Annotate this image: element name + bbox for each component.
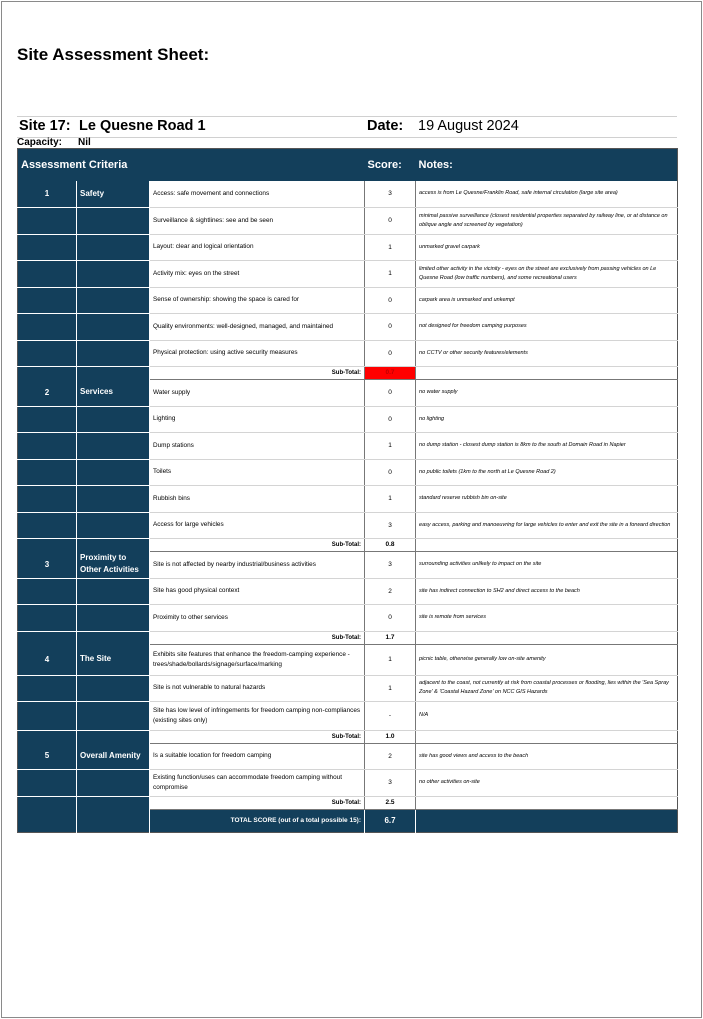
criterion-text: Water supply	[150, 379, 365, 406]
total-value: 6.7	[365, 809, 416, 832]
section-band-cell	[18, 701, 77, 730]
subtotal-value: 0.7	[365, 366, 416, 379]
criterion-text: Layout: clear and logical orientation	[150, 234, 365, 260]
section-band-cell	[18, 207, 77, 234]
criterion-text: Sense of ownership: showing the space is cared for	[150, 287, 365, 313]
criterion-note: easy access, parking and manoeuvring for large vehicles to enter and exit the site in a forward direction	[416, 512, 678, 538]
criterion-score: 0	[365, 313, 416, 340]
subtotal-label: Sub-Total:	[150, 730, 365, 743]
criterion-text: Existing function/uses can accommodate freedom camping without compromise	[150, 769, 365, 796]
criteria-header: Assessment Criteria	[18, 149, 365, 182]
section-number: 4	[18, 644, 77, 675]
section-number: 1	[18, 181, 77, 207]
section-band-cell	[77, 485, 150, 512]
criterion-score: 2	[365, 578, 416, 604]
subtotal-value: 0.8	[365, 538, 416, 551]
section-band-cell	[77, 512, 150, 538]
subtotal-row	[18, 366, 678, 379]
section-band-cell	[77, 406, 150, 432]
criterion-note: no CCTV or other security features/elements	[416, 340, 678, 366]
criterion-text: Toilets	[150, 459, 365, 485]
section-band-cell	[18, 538, 77, 551]
section-name: Proximity to Other Activities	[77, 551, 150, 578]
assessment-table	[17, 148, 678, 833]
section-band-cell	[77, 796, 150, 809]
criterion-row	[18, 578, 678, 604]
section-number: 2	[18, 379, 77, 406]
criterion-note: site is remote from services	[416, 604, 678, 631]
criterion-score: 1	[365, 644, 416, 675]
criterion-score: -	[365, 701, 416, 730]
criterion-text: Access: safe movement and connections	[150, 181, 365, 207]
section-band-cell	[77, 432, 150, 459]
criterion-note: limited other activity in the vicinity - eyes on the street are exclusively from passing vehicles on Le Quesne Road (low traffic numbers), and some recreational users	[416, 260, 678, 287]
section-band-cell	[77, 340, 150, 366]
site-row-bottom-border	[17, 137, 677, 138]
criterion-text: Site is not affected by nearby industrial/business activities	[150, 551, 365, 578]
total-band-cell	[416, 809, 678, 832]
section-band-cell	[18, 485, 77, 512]
section-band-cell	[77, 604, 150, 631]
section-name: Overall Amenity	[77, 743, 150, 769]
total-row	[18, 809, 678, 832]
capacity-row	[17, 137, 91, 148]
site-name: Le Quesne Road 1	[79, 118, 206, 134]
criterion-score: 3	[365, 551, 416, 578]
criterion-row	[18, 675, 678, 701]
subtotal-note-cell	[416, 730, 678, 743]
section-name: Services	[77, 379, 150, 406]
criterion-row	[18, 234, 678, 260]
criterion-score: 1	[365, 234, 416, 260]
criterion-text: Proximity to other services	[150, 604, 365, 631]
criterion-note: surrounding activities unlikely to impact on the site	[416, 551, 678, 578]
criterion-note: unmarked gravel carpark	[416, 234, 678, 260]
criterion-row	[18, 743, 678, 769]
criterion-score: 0	[365, 459, 416, 485]
section-number: 3	[18, 551, 77, 578]
date-label: Date:	[367, 118, 404, 134]
criterion-row	[18, 485, 678, 512]
criterion-row	[18, 512, 678, 538]
criterion-text: Lighting	[150, 406, 365, 432]
section-band-cell	[77, 313, 150, 340]
section-band-cell	[77, 207, 150, 234]
criterion-note: not designed for freedom camping purposes	[416, 313, 678, 340]
criterion-row	[18, 432, 678, 459]
subtotal-label: Sub-Total:	[150, 538, 365, 551]
criterion-text: Activity mix: eyes on the street	[150, 260, 365, 287]
criterion-score: 1	[365, 432, 416, 459]
subtotal-row	[18, 631, 678, 644]
site-label: Site 17:	[19, 118, 71, 134]
criterion-note: no public toilets (1km to the north at Le Quesne Road 2)	[416, 459, 678, 485]
criterion-row	[18, 313, 678, 340]
subtotal-row	[18, 730, 678, 743]
score-header: Score:	[365, 149, 416, 182]
criterion-text: Exhibits site features that enhance the freedom-camping experience - trees/shade/bollards/signage/surface/marking	[150, 644, 365, 675]
criterion-note: standard reserve rubbish bin on-site	[416, 485, 678, 512]
criterion-score: 1	[365, 485, 416, 512]
criterion-text: Physical protection: using active security measures	[150, 340, 365, 366]
criterion-note: site has indirect connection to SH2 and direct access to the beach	[416, 578, 678, 604]
total-band-cell	[18, 809, 77, 832]
criterion-score: 0	[365, 604, 416, 631]
section-band-cell	[77, 234, 150, 260]
criterion-row	[18, 644, 678, 675]
section-band-cell	[18, 675, 77, 701]
section-band-cell	[18, 260, 77, 287]
section-band-cell	[18, 604, 77, 631]
section-band-cell	[18, 459, 77, 485]
criterion-row	[18, 701, 678, 730]
criterion-row	[18, 287, 678, 313]
criterion-text: Is a suitable location for freedom camping	[150, 743, 365, 769]
criterion-note: no other activities on-site	[416, 769, 678, 796]
criterion-note: site has good views and access to the beach	[416, 743, 678, 769]
subtotal-value: 1.0	[365, 730, 416, 743]
criterion-score: 3	[365, 181, 416, 207]
site-row	[17, 115, 677, 137]
total-band-cell	[77, 809, 150, 832]
subtotal-row	[18, 796, 678, 809]
section-band-cell	[18, 631, 77, 644]
criterion-note: access is from Le Quesne/Franklin Road, safe internal circulation (large site area)	[416, 181, 678, 207]
notes-header: Notes:	[416, 149, 678, 182]
criterion-note: no lighting	[416, 406, 678, 432]
section-band-cell	[18, 730, 77, 743]
criterion-text: Access for large vehicles	[150, 512, 365, 538]
subtotal-value: 1.7	[365, 631, 416, 644]
section-band-cell	[77, 730, 150, 743]
criterion-score: 1	[365, 260, 416, 287]
capacity-label: Capacity:	[17, 137, 63, 148]
criterion-note: minimal passive surveillance (closest residential properties separated by railway line, or at distance on oblique angle and screened by vegetation)	[416, 207, 678, 234]
criterion-text: Rubbish bins	[150, 485, 365, 512]
criterion-note: adjacent to the coast, not currently at risk from coastal processes or flooding, lies within the 'Sea Spray Zone' & 'Coastal Hazard Zone' on NCC GIS Hazards	[416, 675, 678, 701]
date-value: 19 August 2024	[418, 118, 519, 134]
section-band-cell	[77, 675, 150, 701]
criterion-score: 0	[365, 340, 416, 366]
criterion-score: 0	[365, 207, 416, 234]
section-band-cell	[77, 538, 150, 551]
criterion-row	[18, 379, 678, 406]
criterion-text: Dump stations	[150, 432, 365, 459]
criterion-row	[18, 551, 678, 578]
criterion-score: 1	[365, 675, 416, 701]
subtotal-value: 2.5	[365, 796, 416, 809]
criterion-score: 3	[365, 769, 416, 796]
section-band-cell	[18, 796, 77, 809]
criterion-row	[18, 207, 678, 234]
subtotal-row	[18, 538, 678, 551]
criterion-note: no dump station - closest dump station is 8km to the south at Domain Road in Napier	[416, 432, 678, 459]
criterion-row	[18, 181, 678, 207]
criterion-row	[18, 340, 678, 366]
total-label: TOTAL SCORE (out of a total possible 15):	[150, 809, 365, 832]
section-band-cell	[18, 406, 77, 432]
subtotal-note-cell	[416, 366, 678, 379]
section-band-cell	[18, 512, 77, 538]
criterion-text: Site has low level of infringements for freedom camping non-compliances (existing sites only)	[150, 701, 365, 730]
criterion-score: 0	[365, 287, 416, 313]
section-band-cell	[77, 287, 150, 313]
section-band-cell	[18, 313, 77, 340]
section-band-cell	[77, 260, 150, 287]
criterion-row	[18, 459, 678, 485]
criterion-note: picnic table, otherwise generally low on-site amenity	[416, 644, 678, 675]
capacity-value: Nil	[78, 137, 91, 148]
subtotal-note-cell	[416, 631, 678, 644]
section-name: Safety	[77, 181, 150, 207]
page-title: Site Assessment Sheet:	[17, 45, 210, 64]
section-band-cell	[77, 701, 150, 730]
section-band-cell	[18, 234, 77, 260]
section-number: 5	[18, 743, 77, 769]
criterion-note: no water supply	[416, 379, 678, 406]
section-band-cell	[77, 578, 150, 604]
subtotal-label: Sub-Total:	[150, 366, 365, 379]
section-name: The Site	[77, 644, 150, 675]
section-band-cell	[77, 631, 150, 644]
section-band-cell	[77, 366, 150, 379]
subtotal-label: Sub-Total:	[150, 796, 365, 809]
section-band-cell	[18, 366, 77, 379]
section-band-cell	[18, 432, 77, 459]
section-band-cell	[18, 340, 77, 366]
table-header-row	[18, 149, 678, 182]
section-band-cell	[18, 287, 77, 313]
criterion-score: 0	[365, 379, 416, 406]
criterion-score: 3	[365, 512, 416, 538]
criterion-row	[18, 260, 678, 287]
criterion-score: 0	[365, 406, 416, 432]
criterion-row	[18, 604, 678, 631]
subtotal-note-cell	[416, 796, 678, 809]
criterion-text: Site has good physical context	[150, 578, 365, 604]
criterion-note: carpark area is unmarked and unkempt	[416, 287, 678, 313]
subtotal-note-cell	[416, 538, 678, 551]
criterion-row	[18, 769, 678, 796]
section-band-cell	[77, 769, 150, 796]
subtotal-label: Sub-Total:	[150, 631, 365, 644]
section-band-cell	[18, 769, 77, 796]
section-band-cell	[77, 459, 150, 485]
criterion-text: Quality environments: well-designed, managed, and maintained	[150, 313, 365, 340]
criterion-row	[18, 406, 678, 432]
criterion-text: Site is not vulnerable to natural hazards	[150, 675, 365, 701]
section-band-cell	[18, 578, 77, 604]
criterion-score: 2	[365, 743, 416, 769]
criterion-text: Surveillance & sightlines: see and be seen	[150, 207, 365, 234]
criterion-note: N/A	[416, 701, 678, 730]
